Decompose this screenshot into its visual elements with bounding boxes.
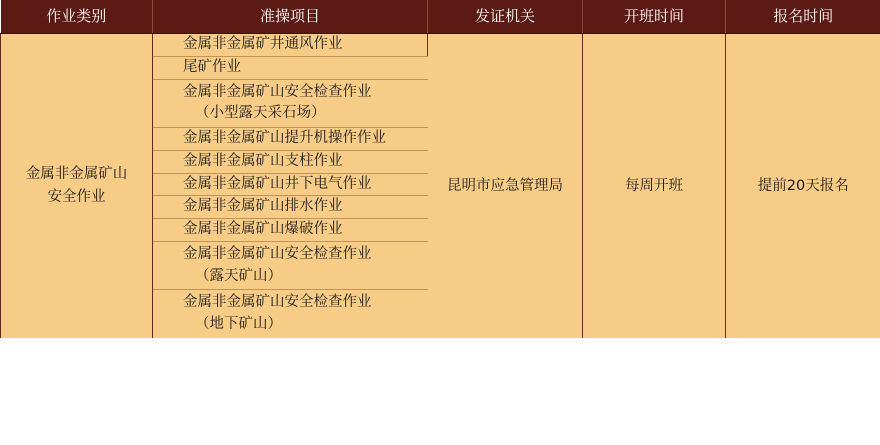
column-header-authority: 发证机关 <box>428 0 583 34</box>
cell-item <box>153 290 428 338</box>
item-label: 金属非金属矿井通风作业 <box>183 36 343 52</box>
item-label: 尾矿作业 <box>183 58 241 75</box>
column-header-category: 作业类别 <box>1 0 153 34</box>
item-label: 金属非金属矿山排水作业 <box>183 198 343 215</box>
column-header-signup-time: 报名时间 <box>726 0 880 34</box>
item-label: 金属非金属矿山提升机操作作业 <box>183 130 386 146</box>
cell-item <box>153 79 428 128</box>
cell-item <box>153 56 428 79</box>
cell-item <box>153 128 428 151</box>
table-header-row <box>1 0 880 34</box>
cell-item <box>153 173 428 196</box>
category-line-1: 金属非金属矿山 <box>25 166 128 183</box>
cell-start-time: 每周开班 <box>583 34 726 338</box>
table-header <box>1 0 880 34</box>
cell-item <box>153 219 428 242</box>
item-label: 金属非金属矿山井下电气作业 <box>183 175 372 192</box>
item-label: 金属非金属矿山安全检查作业 <box>183 83 372 100</box>
table-body <box>1 34 880 338</box>
cell-signup-time: 提前20天报名 <box>726 34 880 338</box>
column-header-item: 准操项目 <box>153 0 428 34</box>
category-line-2: 安全作业 <box>47 188 106 205</box>
cell-category <box>1 34 153 338</box>
cell-item <box>153 196 428 219</box>
item-label: 金属非金属矿山支柱作业 <box>183 152 343 169</box>
item-label: 金属非金属矿山安全检查作业 <box>183 294 372 311</box>
item-label-secondary: （露天矿山） <box>195 267 282 284</box>
cell-item <box>153 241 428 290</box>
item-label-secondary: （小型露天采石场） <box>195 105 326 122</box>
table-row <box>1 34 880 57</box>
cell-authority: 昆明市应急管理局 <box>428 34 583 338</box>
item-label-secondary: （地下矿山） <box>195 316 282 332</box>
item-label: 金属非金属矿山爆破作业 <box>183 221 343 237</box>
cell-item <box>153 34 428 57</box>
column-header-start-time: 开班时间 <box>583 0 726 34</box>
cell-item <box>153 150 428 173</box>
item-label: 金属非金属矿山安全检查作业 <box>183 245 372 262</box>
